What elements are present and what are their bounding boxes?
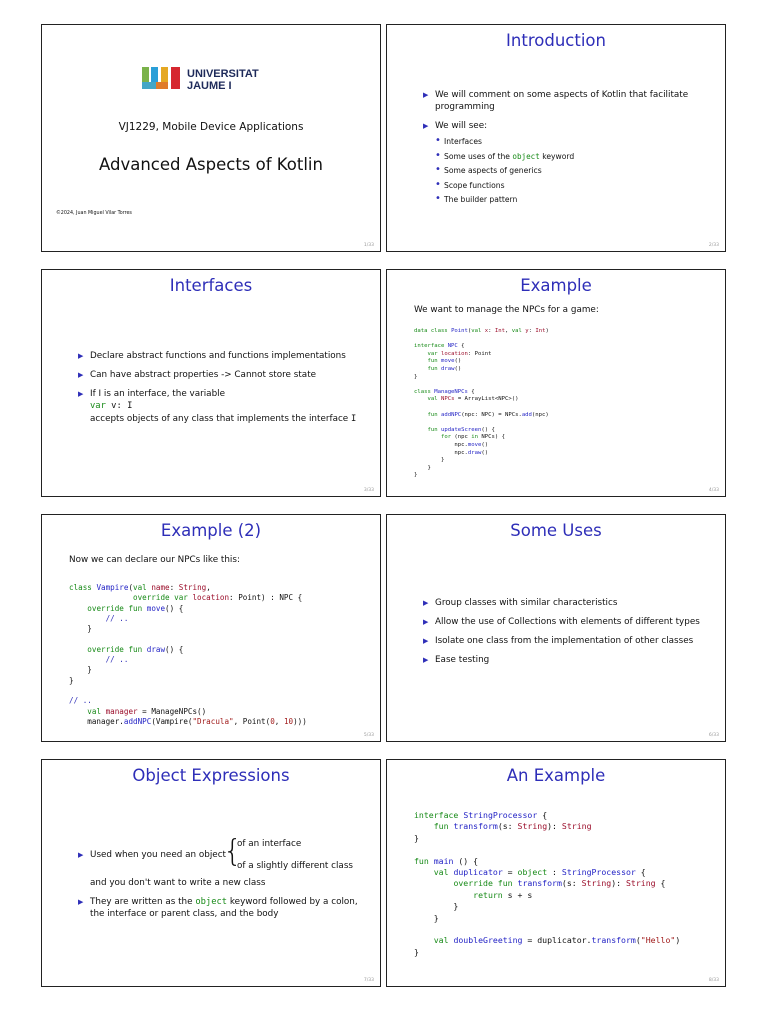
slide-heading: Introduction bbox=[506, 31, 606, 50]
page-number: 6/33 bbox=[708, 733, 719, 738]
bullet-item: ▶ We will see: • Interfaces • Some uses of the object keyword • Some aspects of generics • Scope functions • The builder pattern bbox=[423, 120, 708, 205]
sub-item: • Interfaces bbox=[435, 137, 708, 147]
slide-example bbox=[386, 269, 726, 497]
slide-title bbox=[41, 24, 381, 252]
slide-heading: Some Uses bbox=[510, 521, 602, 540]
bullet-item: ▶ Declare abstract functions and functions implementations bbox=[78, 350, 373, 362]
slide-object-expressions: Object Expressions ▶ Used when you need an object { of an interface of a slightly different class and you don't want to write a new class ▶ They are written as the object keyword followed by a colon, the interface or parent class, and the body 7/33 bbox=[41, 759, 381, 987]
copyright: ©2024, Juan Miguel Vilar Torres bbox=[56, 211, 132, 216]
bullet-item: ▶ Isolate one class from the implementation of other classes bbox=[423, 635, 718, 647]
slide-example-2 bbox=[41, 514, 381, 742]
page-number: 2/33 bbox=[708, 243, 719, 248]
page-number: 4/33 bbox=[708, 488, 719, 493]
svg-text:UNIVERSITAT: UNIVERSITAT bbox=[187, 68, 259, 80]
intro-text: Now we can declare our NPCs like this: bbox=[69, 555, 240, 565]
slide-heading: Example bbox=[520, 276, 592, 295]
bullet-item: ▶ Ease testing bbox=[423, 654, 718, 666]
course-name: VJ1229, Mobile Device Applications bbox=[118, 121, 304, 133]
code-block: data class Point(val x: Int, val y: Int) interface NPC { var location: Point fun move() fun draw() } class ManageNPCs { val NPCs = ArrayList<NPC>() fun addNPC(npc: NPC) = NPCs.add(npc) fun updateScreen() { for (npc in NPCs) { npc.move() npc.draw() } } } bbox=[414, 328, 549, 479]
page-number: 7/33 bbox=[363, 978, 374, 983]
slide-some-uses bbox=[386, 514, 726, 742]
slide-an-example bbox=[386, 759, 726, 987]
slide-heading: An Example bbox=[506, 766, 606, 785]
page-number: 5/33 bbox=[363, 733, 374, 738]
slide-interfaces bbox=[41, 269, 381, 497]
code-block: interface StringProcessor { fun transform(s: String): String } fun main () { val duplicator = object : StringProcessor { override fun transform(s: String): String { return s + s } } val doubleGreeting = duplicator.transform("Hello") } bbox=[414, 810, 681, 957]
sub-item: • Some aspects of generics bbox=[435, 166, 708, 176]
bullet-item: ▶ Allow the use of Collections with elements of different types bbox=[423, 616, 718, 628]
sub-item: • The builder pattern bbox=[435, 195, 708, 205]
bullet-item: ▶ Can have abstract properties -> Cannot store state bbox=[78, 369, 373, 381]
university-logo bbox=[142, 65, 282, 97]
page-number: 8/33 bbox=[708, 978, 719, 983]
slide-heading: Example (2) bbox=[160, 521, 262, 540]
slide-introduction bbox=[386, 24, 726, 252]
page-number: 3/33 bbox=[363, 488, 374, 493]
brace-icon: { bbox=[223, 834, 243, 869]
bullet-item: ▶ They are written as the object keyword followed by a colon, the interface or parent class, and the body bbox=[78, 896, 358, 920]
slide-heading: Interfaces bbox=[169, 276, 253, 295]
bullet-item: ▶ Group classes with similar characteristics bbox=[423, 597, 718, 609]
page-number: 1/33 bbox=[363, 243, 374, 248]
slide-heading: Object Expressions bbox=[132, 766, 290, 785]
intro-text: We want to manage the NPCs for a game: bbox=[414, 305, 599, 315]
svg-text:JAUME I: JAUME I bbox=[187, 80, 232, 92]
code-block: class Vampire(val name: String, override var location: Point) : NPC { override fun move() { // .. } override fun draw() { // .. } } // .. val manager = ManageNPCs() manager.addNPC(Vampire("Dracula", Point(0, 10))) bbox=[69, 583, 307, 726]
bullet-item: ▶ If I is an interface, the variable var v: I accepts objects of any class that implements the interface I bbox=[78, 388, 373, 425]
sub-item: • Some uses of the object keyword bbox=[435, 152, 708, 162]
bullet-item: ▶ We will comment on some aspects of Kotlin that facilitate programming bbox=[423, 89, 708, 113]
presentation-title: Advanced Aspects of Kotlin bbox=[99, 155, 323, 174]
sub-item: • Scope functions bbox=[435, 181, 708, 191]
uji-logo-icon bbox=[142, 65, 282, 93]
